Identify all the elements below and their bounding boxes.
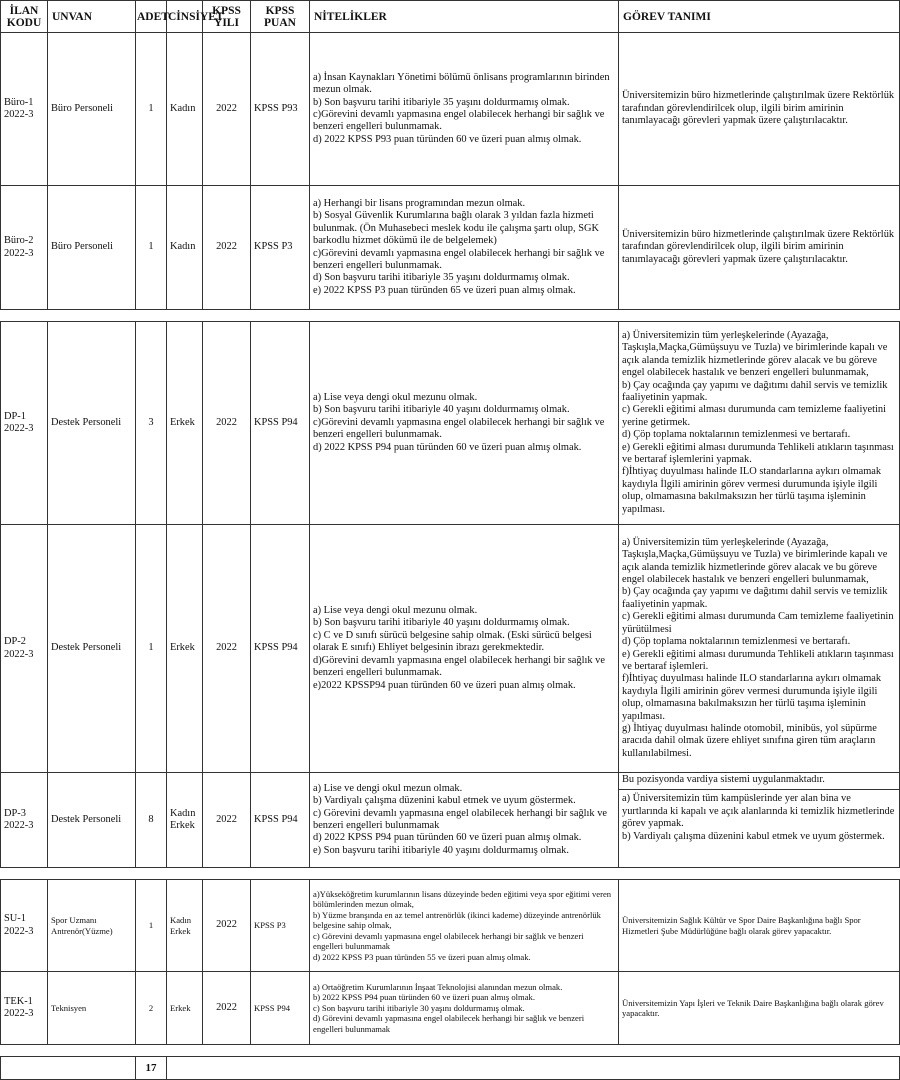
qualification-item: d)Görevini devamlı yapmasına engel olabilecek herhangi bir sağlık ve benzeri engelleri bulunmamak. [313,654,605,679]
table-row [1,773,900,868]
table-row [1,186,900,310]
unvan-cell: Destek Personeli [48,773,136,868]
title-line: Antrenör(Yüzme) [51,925,113,936]
qualification-item: e) Son başvuru tarihi itibariyle 40 yaşını doldurmamış olmak. [313,844,569,856]
duty-item: Üniversitemizin büro hizmetlerinde çalıştırılmak üzere Rektörlük tarafından görevlendirilcek olup, ilgili birim amirinin tanımlayacağı görevleri yapmak üzere çalıştırılacaktır. [622,90,895,127]
code-line: DP-3 [4,807,26,819]
shift-note: Bu pozisyonda vardiya sistemi uygulanmaktadır. [622,774,825,785]
duty-item: d) Çöp toplama noktalarının temizlenmesi ve bertarafı. [622,636,851,648]
duty-item: f)İhtiyaç duyulması halinde ILO standarlarına aykırı olmamak kaydıyla İlgili amirinin görev vermesi durumunda işiyle ilgili olup, olmamasına bakılmaksızın her türlü taşıma işleminin yapılması. [622,673,882,722]
unvan-cell: Büro Personeli [48,33,136,186]
table-row [1,880,900,972]
qualification-item: c) Görevini devamlı yapmasına engel olabilecek herhangi bir sağlık ve benzeri engelleri bulunmamak [313,930,584,952]
kpss-yili-cell: 2022 [203,33,251,186]
gorev-tanimi-cell [619,525,900,773]
qualification-item: b) Son başvuru tarihi itibariyle 35 yaşını doldurmamış olmak. [313,96,570,108]
qualification-item: a) İnsan Kaynakları Yönetimi bölümü önlisans programlarının birinden mezun olmak. [313,71,610,96]
cinsiyet-cell [167,773,203,868]
code-line: 2022-3 [4,925,34,937]
section-gap [1,310,900,322]
gap-cell [1,868,900,880]
code-line: Büro-1 [4,96,34,108]
duty-item: Üniversitemizin Sağlık Kültür ve Spor Daire Başkanlığına bağlı Spor Hizmetleri Şube Müdürlüğüne bağlı olarak görev yapacaktır. [622,915,861,936]
code-line: DP-2 [4,636,26,648]
gender-line: Erkek [170,820,195,831]
nitelikler-cell [310,322,619,525]
total-spacer-cell [1,1057,136,1080]
gender-line: Kadın [170,807,196,819]
gorev-tanimi-cell [619,773,900,868]
ilan-kodu-cell [1,773,48,868]
kpss-yili-cell: 2022 [203,322,251,525]
code-line: 2022-3 [4,247,34,259]
kpss-yili-cell: 2022 [203,525,251,773]
duty-item: Üniversitemizin büro hizmetlerinde çalıştırılmak üzere Rektörlük tarafından görevlendirilcek olup, ilgili birim amirinin tanımlayacağı görevleri yapmak üzere çalıştırılacaktır. [622,228,895,265]
header-unvan: UNVAN [48,1,136,33]
qualification-item: a)Yükseköğretim kurumlarının lisans düzeyinde beden eğitimi veya spor eğitimi veren bölümlerinden mezun olmak, [313,889,612,910]
qualification-item: c) Görevini devamlı yapmasına engel olabilecek herhangi bir sağlık ve benzeri engelleri bulunmamak [313,807,608,831]
header-cinsiyet: CİNSİYET [167,1,203,33]
qualification-item: d) Son başvuru tarihi itibariyle 35 yaşını doldurmamış olmak. [313,272,570,284]
qualification-item: a) Ortaöğretim Kurumlarının İnşaat Teknolojisi alanından mezun olmak. [313,981,563,992]
nitelikler-cell [310,972,619,1045]
kpss-yili-cell: 2022 [203,186,251,310]
section-gap [1,1045,900,1057]
qualification-item: c)Görevini devamlı yapmasına engel olabilecek herhangi bir sağlık ve benzeri engelleri bulunmamak. [313,247,605,271]
total-count: 17 [136,1057,167,1080]
duty-item: g) İhtiyaç duyulması halinde otomobil, minibüs, yol süpürme aracıda dahil olmak üzere ehliyet sınıfına giren tüm araçların kullanılabilmesi. [622,722,877,759]
qualification-item: a) Lise veya dengi okul mezunu olmak. [313,605,478,617]
duty-item: e) Gerekli eğitimi alması durumunda Tehlikeli atıkların taşınması ve bertaraf işlemlerini yapmak. [622,441,894,466]
qualification-item: b) Sosyal Güvenlik Kurumlarına bağlı olarak 3 yıldan fazla hizmeti bulunmak. (Ön Muhasebeci meslek kodu ile çalışma şartı olup, SGK barkodlu hizmet dökümü ile de belgelemek) [313,210,599,247]
table-row [1,33,900,186]
ilan-kodu-cell [1,525,48,773]
qualification-item: d) 2022 KPSS P93 puan türünden 60 ve üzeri puan almış olmak. [313,133,582,145]
gap-cell [1,310,900,322]
adet-cell: 1 [136,525,167,773]
duty-item: e) Gerekli eğitimi alması durumunda Tehlikeli atıkların taşınması ve bertaraf işlemleri. [622,648,894,672]
adet-cell: 1 [136,186,167,310]
code-line: SU-1 [4,913,26,925]
unvan-cell: Destek Personeli [48,525,136,773]
kpss-puan-cell: KPSS P94 [251,972,310,1045]
ilan-kodu-cell [1,880,48,972]
section-gap [1,868,900,880]
nitelikler-cell [310,33,619,186]
ilan-kodu-cell [1,322,48,525]
qualification-item: d) 2022 KPSS P3 puan türünden 55 ve üzeri puan almış olmak. [313,951,531,962]
nitelikler-cell [310,880,619,972]
table-header-row [1,1,900,33]
adet-cell: 1 [136,33,167,186]
qualification-item: c) C ve D sınıfı sürücü belgesine sahip olmak. (Eski sürücü belgesi olarak E sınıfı) Ehliyet belgesinin ibrazı gerekmektedir. [313,629,592,654]
nitelikler-cell [310,525,619,773]
code-line: 2022-3 [4,423,34,434]
kpss-puan-cell: KPSS P93 [251,33,310,186]
kpss-puan-cell: KPSS P94 [251,322,310,525]
unvan-cell: Teknisyen [48,972,136,1045]
duty-item: c) Gerekli eğitimi alması durumunda Cam temizleme faaliyetinin yürütülmesi [622,611,894,635]
duty-item: b) Çay ocağında çay yapımı ve dağıtımı dahil servis ve temizlik faaliyetinin yapmak. [622,586,888,610]
adet-cell: 1 [136,880,167,972]
qualification-item: b) 2022 KPSS P94 puan türünden 60 ve üzeri puan almış olmak. [313,992,535,1003]
code-line: 2022-3 [4,820,34,831]
kpss-puan-cell: KPSS P94 [251,773,310,868]
gorev-tanimi-cell [619,972,900,1045]
qualification-item: c)Görevini devamlı yapmasına engel olabilecek herhangi bir sağlık ve benzeri engelleri bulunmamak. [313,416,605,441]
qualification-item: a) Herhangi bir lisans programından mezun olmak. [313,197,526,209]
duty-item: b) Vardiyalı çalışma düzenini kabul etmek ve uyum göstermek. [622,830,885,842]
adet-cell: 3 [136,322,167,525]
table-row [1,972,900,1045]
kpss-yili-cell: 2022 [203,880,251,972]
ilan-kodu-cell [1,972,48,1045]
header-gorev-tanimi: GÖREV TANIMI [619,1,900,33]
qualification-item: d) 2022 KPSS P94 puan türünden 60 ve üzeri puan almış olmak. [313,832,582,844]
kpss-yili-cell: 2022 [203,972,251,1045]
gorev-tanimi-cell [619,322,900,525]
duty-item: b) Çay ocağında çay yapımı ve dağıtımı dahil servis ve temizlik faaliyetinin yapmak. [622,379,888,403]
code-line: 2022-3 [4,109,34,120]
cinsiyet-cell: Kadın [167,33,203,186]
header-ilan-kodu: İLAN KODU [1,1,48,33]
nitelikler-cell [310,773,619,868]
total-empty-cell [167,1057,900,1080]
code-line: TEK-1 [4,995,33,1007]
cinsiyet-cell [167,880,203,972]
table-row [1,525,900,773]
qualification-item: d) Görevini devamlı yapmasına engel olabilecek herhangi bir sağlık ve benzeri engelleri bulunmamak [313,1013,585,1034]
code-line: 2022-3 [4,1008,34,1019]
adet-cell: 8 [136,773,167,868]
kpss-yili-cell: 2022 [203,773,251,868]
unvan-cell [48,880,136,972]
qualification-item: c) Son başvuru tarihi itibariyle 30 yaşını doldurmamış olmak. [313,1002,525,1013]
gender-line: Erkek [170,925,191,936]
gorev-tanimi-cell [619,33,900,186]
nitelikler-cell [310,186,619,310]
unvan-cell: Destek Personeli [48,322,136,525]
qualification-item: b) Son başvuru tarihi itibariyle 40 yaşını doldurmamış olmak. [313,617,570,629]
header-adet: ADET [136,1,167,33]
total-row [1,1057,900,1080]
header-kpss-yili: KPSS YILI [203,1,251,33]
divider [619,789,899,790]
kpss-puan-cell: KPSS P3 [251,880,310,972]
duty-item: Üniversitemizin Yapı İşleri ve Teknik Daire Başkanlığına bağlı olarak görev yapacaktır. [622,997,884,1018]
duty-item: c) Gerekli eğitimi alması durumunda cam temizleme faaliyetini yerine getirmek. [622,404,886,428]
qualification-item: b) Vardiyalı çalışma düzenini kabul etmek ve uyum göstermek. [313,795,576,807]
duty-item: f)İhtiyaç duyulması halinde ILO standarlarına aykırı olmamak kaydıyla İlgili amirinin görev vermesi durumunda işiyle ilgili olup, olmamasına bakılmaksızın her türlü taşıma işleminin yapılması. [622,466,882,515]
gorev-tanimi-cell [619,880,900,972]
cinsiyet-cell: Kadın [167,186,203,310]
duty-item: a) Üniversitemizin tüm yerleşkelerinde (Ayazağa, Taşkışla,Maçka,Gümüşsuyu ve Tuzla) ve birimlerinde kapalı ve açık alanda temizlik hizmetlerinde görev alacak ve bu göreve engel olabilecek hastalık ve benzeri engelleri bulunmamak, [622,329,888,379]
duty-item: d) Çöp toplama noktalarının temizlenmesi ve bertarafı. [622,429,851,441]
ilan-kodu-cell [1,186,48,310]
gender-line: Kadın [170,915,192,926]
qualification-item: a) Lise ve dengi okul mezun olmak. [313,782,463,794]
kpss-puan-cell: KPSS P94 [251,525,310,773]
cinsiyet-cell: Erkek [167,972,203,1045]
kpss-puan-cell: KPSS P3 [251,186,310,310]
adet-cell: 2 [136,972,167,1045]
code-line: DP-1 [4,410,26,422]
gorev-tanimi-cell [619,186,900,310]
cinsiyet-cell: Erkek [167,525,203,773]
code-line: 2022-3 [4,648,34,660]
table-row [1,322,900,525]
qualification-item: c)Görevini devamlı yapmasına engel olabilecek herhangi bir sağlık ve benzeri engelleri bulunmamak. [313,109,605,133]
qualification-item: e)2022 KPSSP94 puan türünden 60 ve üzeri puan almış olmak. [313,679,576,691]
header-kpss-puan: KPSS PUAN [251,1,310,33]
gap-cell [1,1045,900,1057]
header-nitelikler: NİTELİKLER [310,1,619,33]
duty-item: a) Üniversitemizin tüm yerleşkelerinde (Ayazağa, Taşkışla,Maçka,Gümüşsuyu ve Tuzla) ve birimlerinde kapalı ve açık alanda temizlik hizmetlerinde görev alacak ve bu göreve engel olabilecek hastalık ve benzeri engelleri bulunmamak, [622,536,888,586]
cinsiyet-cell: Erkek [167,322,203,525]
qualification-item: d) 2022 KPSS P94 puan türünden 60 ve üzeri puan almış olmak. [313,441,582,453]
title-line: Spor Uzmanı [51,915,97,926]
ilan-kodu-cell [1,33,48,186]
code-line: Büro-2 [4,235,34,247]
qualification-item: b) Son başvuru tarihi itibariyle 40 yaşını doldurmamış olmak. [313,404,570,416]
duty-item: a) Üniversitemizin tüm kampüslerinde yer alan bina ve yurtlarında ki kapalı ve açık alanlarında ki temizlik hizmetlerinde görev yapmak. [622,793,895,830]
qualification-item: b) Yüzme branşında en az temel antrenörlük (ikinci kademe) düzeyinde antrenörlük belgesine sahip olmak, [313,909,601,931]
unvan-cell: Büro Personeli [48,186,136,310]
qualification-item: a) Lise veya dengi okul mezunu olmak. [313,391,478,403]
qualification-item: e) 2022 KPSS P3 puan türünden 65 ve üzeri puan almış olmak. [313,284,576,296]
